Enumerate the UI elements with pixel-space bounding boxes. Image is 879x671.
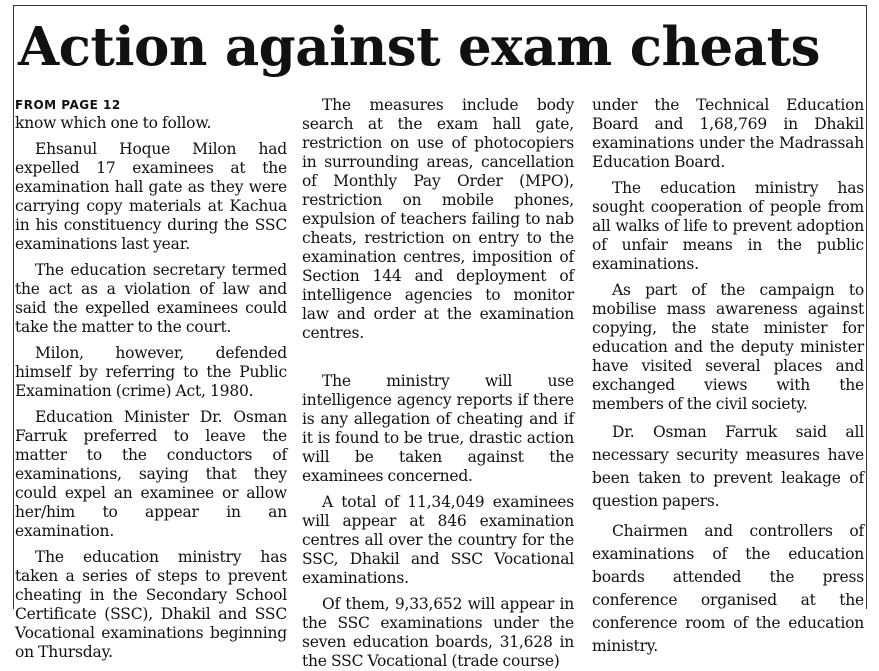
paragraph: As part of the campaign to mobilise mass awareness against copying, the state minister for education and the deputy minister have visited several places and exchanged views with the members of the civil society.	[592, 281, 864, 413]
headline: Action against exam cheats	[18, 16, 820, 78]
paragraph: The education ministry has taken a series of steps to prevent cheating in the Secondary School Certificate (SSC), Dhakil and SSC Vocational examinations beginning on Thursday.	[15, 548, 287, 661]
paragraph: The measures include body search at the exam hall gate, restriction on use of photocopiers in surrounding areas, cancellation of Monthly Pay Order (MPO), restriction on mobile phones, expulsion of teachers failing to nab cheats, restriction on entry to the examination centres, imposition of Section 144 and deployment of intelligence agencies to monitor law and order at the examination centres.	[302, 96, 574, 342]
paragraph: A total of 11,34,049 examinees will appear at 846 examination centres all over the country for the SSC, Dhakil and SSC Vocational examinations.	[302, 493, 574, 587]
paragraph: Dr. Osman Farruk said all necessary security measures have been taken to prevent leakage of question papers.	[592, 423, 864, 510]
paragraph: Education Minister Dr. Osman Farruk preferred to leave the matter to the conductors of examinations, saying that they could expel an examinee or allow her/him to appear in an examination.	[15, 408, 287, 540]
paragraph: know which one to follow.	[15, 114, 212, 132]
paragraph: The education secretary termed the act as a violation of law and said the expelled examinees could take the matter to the court.	[15, 261, 287, 336]
column-2	[302, 96, 574, 670]
paragraph: The education ministry has sought cooperation of people from all walks of life to prevent adoption of unfair means in the public examinations.	[592, 179, 864, 273]
paragraph: Ehsanul Hoque Milon had expelled 17 examinees at the examination hall gate as they were carrying copy materials at Kachua in his constituency during the SSC examinations last year.	[15, 140, 287, 253]
continuation-kicker: FROM PAGE 12	[15, 98, 121, 112]
column-gap	[302, 350, 574, 372]
paragraph: Chairmen and controllers of examinations of the education boards attended the press conference organised at the conference room of the education ministry.	[592, 522, 864, 655]
column-1	[15, 96, 287, 661]
column-3	[592, 96, 864, 655]
paragraph: Milon, however, defended himself by referring to the Public Examination (crime) Act, 1980.	[15, 344, 287, 400]
paragraph: under the Technical Education Board and 1,68,769 in Dhakil examinations under the Madrassah Education Board.	[592, 96, 864, 171]
right-border	[866, 5, 867, 609]
paragraph: The ministry will use intelligence agency reports if there is any allegation of cheating and if it is found to be true, drastic action will be taken against the examinees concerned.	[302, 372, 574, 485]
paragraph: Of them, 9,33,652 will appear in the SSC examinations under the seven education boards, 31,628 in the SSC Vocational (trade course)	[302, 595, 574, 670]
left-border	[13, 5, 14, 609]
top-rule	[13, 5, 867, 6]
